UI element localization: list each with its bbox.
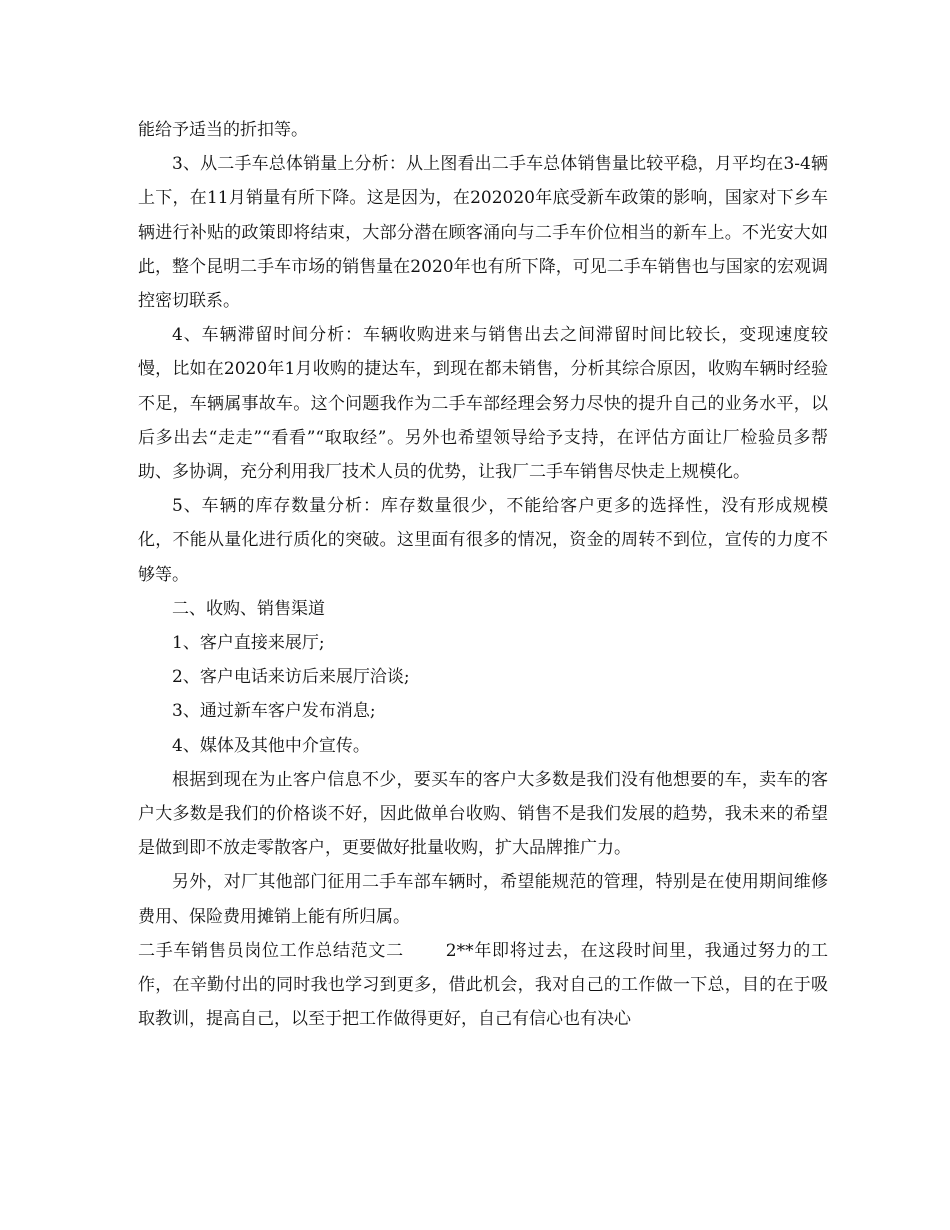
paragraph-sales-volume-analysis: 3、从二手车总体销量上分析：从上图看出二手车总体销售量比较平稳，月平均在3-4辆上下，在11月销量有所下降。这是因为，在202020年底受新车政策的影响，国家对下乡车辆进行补贴的政策即将结束，大部分潜在顾客涌向与二手车价位相当的新车上。不光安大如此，整个昆明二手车市场的销售量在2020年也有所下降，可见二手车销售也与国家的宏观调控密切联系。 xyxy=(138,154,828,312)
list-item: 1、客户直接来展厅; xyxy=(172,633,325,654)
list-item: 3、通过新车客户发布消息; xyxy=(172,701,376,722)
document-body xyxy=(138,113,828,1036)
paragraph-retention-time-analysis: 4、车辆滞留时间分析：车辆收购进来与销售出去之间滞留时间比较长，变现速度较慢，比如在2020年1月收购的捷达车，到现在都未销售，分析其综合原因，收购车辆时经验不足，车辆属事故车。这个问题我作为二手车部经理会努力尽快的提升自己的业务水平，以后多出去“走走”“看看”“取取经”。另外也希望领导给予支持，在评估方面让厂检验员多帮助、多协调，充分利用我厂技术人员的优势，让我厂二手车销售尽快走上规模化。 xyxy=(138,325,828,483)
paragraph-customer-info: 根据到现在为止客户信息不少，要买车的客户大多数是我们没有他想要的车，卖车的客户大多数是我们的价格谈不好，因此做单台收购、销售不是我们发展的趋势，我未来的希望是做到即不放走零散客户，更要做好批量收购，扩大品牌推广力。 xyxy=(138,769,828,859)
section-heading-channels: 二、收购、销售渠道 xyxy=(172,598,325,619)
list-item: 4、媒体及其他中介宣传。 xyxy=(172,735,370,756)
paragraph-vehicle-management: 另外，对厂其他部门征用二手车部车辆时，希望能规范的管理，特别是在使用期间维修费用、保险费用摊销上能有所归属。 xyxy=(138,872,828,927)
section-two-paragraph xyxy=(138,934,828,1037)
section-body: 2**年即将过去，在这段时间里，我通过努力的工作，在辛勤付出的同时我也学习到更多，借此机会，我对自己的工作做一下总，目的在于吸取教训，提高自己，以至于把工作做得更好，自己有信心也有决心 xyxy=(138,940,828,1030)
list-item: 2、客户电话来访后来展厅洽谈; xyxy=(172,667,410,688)
paragraph-inventory-analysis: 5、车辆的库存数量分析：库存数量很少，不能给客户更多的选择性，没有形成规模化，不能从量化进行质化的突破。这里面有很多的情况，资金的周转不到位，宣传的力度不够等。 xyxy=(138,496,828,585)
paragraph-continuation: 能给予适当的折扣等。 xyxy=(138,120,308,140)
section-title: 二手车销售员岗位工作总结范文二 xyxy=(138,940,404,961)
